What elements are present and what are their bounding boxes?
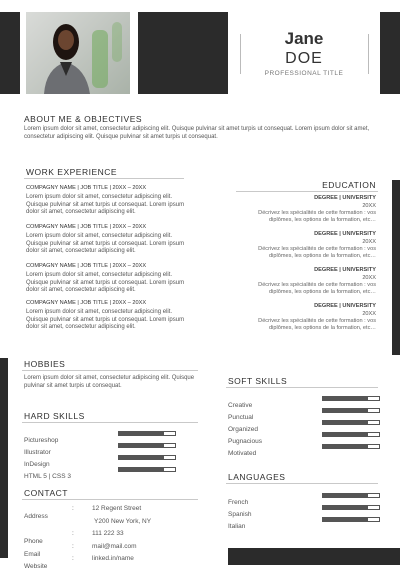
language-bar bbox=[322, 493, 380, 498]
skill-row bbox=[228, 406, 384, 421]
skill-row bbox=[228, 394, 384, 409]
contact-value: linked.in/name bbox=[92, 555, 134, 562]
education-desc: Décrivez les spécialités de cette formation : vos diplômes, les options de la formation, etc… bbox=[258, 318, 376, 331]
skill-label: Punctual bbox=[228, 414, 254, 421]
work-title: WORK EXPERIENCE bbox=[26, 167, 118, 177]
skill-row bbox=[24, 453, 184, 468]
skill-label: Illustrator bbox=[24, 449, 51, 456]
skill-bar-fill bbox=[119, 468, 164, 471]
about-text: Lorem ipsum dolor sit amet, consectetur adipiscing elit. Quisque pulvinar sit amet turpis ut consequat. Lorem ipsum dolor sit amet, consectetur adipiscing elit. Quisque pulvinar sit amet turpis ut consequat. bbox=[24, 126, 370, 140]
language-bar bbox=[322, 517, 380, 522]
job-entry bbox=[26, 185, 188, 217]
soft-skills-rule bbox=[226, 387, 378, 388]
hobbies-text: Lorem ipsum dolor sit amet, consectetur adipiscing elit. Quisque pulvinar sit amet turpis ut consequat. bbox=[24, 375, 195, 389]
contact-colon: : bbox=[72, 542, 74, 550]
job-head: COMPAGNY NAME | JOB TITLE | 20XX – 20XX bbox=[26, 224, 147, 230]
decor-strip-right bbox=[392, 180, 400, 355]
skill-row bbox=[24, 429, 184, 444]
skill-bar-fill bbox=[119, 456, 164, 459]
job-text: Lorem ipsum dolor sit amet, consectetur adipiscing elit. Quisque pulvinar sit amet turpis ut consequat. Lorem ipsum dolor sit amet, consectetur adipiscing elit. bbox=[26, 272, 185, 294]
skill-bar bbox=[322, 444, 380, 449]
contact-value: 111 222 33 bbox=[92, 530, 124, 537]
language-row bbox=[228, 503, 384, 518]
about-title: ABOUT ME & OBJECTIVES bbox=[24, 114, 143, 124]
skill-bar-fill bbox=[119, 432, 164, 435]
skill-row bbox=[228, 430, 384, 445]
contact-label: Website bbox=[24, 563, 48, 570]
name-divider-right bbox=[368, 34, 369, 74]
name-divider-left bbox=[240, 34, 241, 74]
contact-value: Y200 New York, NY bbox=[94, 517, 152, 525]
language-label: French bbox=[228, 499, 249, 506]
language-bar-fill bbox=[323, 494, 368, 497]
skill-bar-fill bbox=[323, 409, 368, 412]
contact-label: Email bbox=[24, 550, 41, 558]
contact-title: CONTACT bbox=[24, 488, 68, 498]
education-year: 20XX bbox=[362, 311, 376, 317]
contact-label: Address bbox=[24, 513, 48, 520]
skill-row bbox=[24, 465, 184, 480]
skill-bar bbox=[118, 443, 176, 448]
skill-row bbox=[228, 442, 384, 457]
skill-bar bbox=[118, 455, 176, 460]
education-year: 20XX bbox=[362, 239, 376, 245]
skill-bar-fill bbox=[323, 421, 368, 424]
education-year: 20XX bbox=[362, 203, 376, 209]
hard-skills-title: HARD SKILLS bbox=[24, 411, 85, 421]
languages-rule bbox=[226, 483, 378, 484]
work-rule bbox=[24, 178, 184, 179]
education-year: 20XX bbox=[362, 275, 376, 281]
language-bar-fill bbox=[323, 518, 368, 521]
education-entry bbox=[236, 267, 376, 296]
skill-label: Pictureshop bbox=[24, 437, 59, 444]
job-text: Lorem ipsum dolor sit amet, consectetur adipiscing elit. Quisque pulvinar sit amet turpis ut consequat. Lorem ipsum dolor sit amet, consectetur adipiscing elit. bbox=[26, 309, 185, 331]
profile-photo bbox=[26, 12, 130, 94]
language-row bbox=[228, 491, 384, 506]
job-entry bbox=[26, 300, 188, 332]
hard-skills-rule bbox=[22, 422, 198, 423]
decor-strip-left bbox=[0, 358, 8, 558]
education-head: DEGREE | UNIVERSITY bbox=[314, 303, 376, 309]
contact-row bbox=[24, 530, 200, 543]
language-bar-fill bbox=[323, 506, 368, 509]
hard-skills-list bbox=[24, 429, 184, 480]
skill-label: Pugnacious bbox=[228, 438, 262, 445]
skill-bar bbox=[322, 408, 380, 413]
education-rule bbox=[236, 191, 378, 192]
skill-label: Motivated bbox=[228, 450, 257, 457]
skill-label: InDesign bbox=[24, 461, 50, 468]
skill-bar bbox=[322, 420, 380, 425]
education-head: DEGREE | UNIVERSITY bbox=[314, 195, 376, 201]
last-name: DOE bbox=[285, 50, 323, 67]
professional-title: PROFESSIONAL TITLE bbox=[264, 70, 344, 77]
skill-bar bbox=[118, 467, 176, 472]
decor-block-top-right bbox=[380, 12, 400, 94]
language-bar bbox=[322, 505, 380, 510]
skill-row bbox=[228, 418, 384, 433]
skill-bar-fill bbox=[323, 433, 368, 436]
education-desc: Décrivez les spécialités de cette formation : vos diplômes, les options de la formation, etc… bbox=[258, 210, 376, 223]
decor-block-top-middle bbox=[138, 12, 228, 94]
job-entry bbox=[26, 224, 188, 256]
contact-list bbox=[24, 505, 200, 568]
skill-bar-fill bbox=[323, 445, 368, 448]
skill-row bbox=[24, 441, 184, 456]
hobbies-rule bbox=[22, 370, 198, 371]
contact-row bbox=[24, 505, 200, 518]
decor-block-bottom-right bbox=[228, 548, 400, 565]
languages-list bbox=[228, 491, 384, 530]
contact-value: mail@mail.com bbox=[92, 542, 137, 550]
education-head: DEGREE | UNIVERSITY bbox=[314, 231, 376, 237]
job-head: COMPAGNY NAME | JOB TITLE | 20XX – 20XX bbox=[26, 263, 147, 269]
job-head: COMPAGNY NAME | JOB TITLE | 20XX – 20XX bbox=[26, 185, 147, 191]
education-entry bbox=[236, 303, 376, 332]
education-desc: Décrivez les spécialités de cette formation : vos diplômes, les options de la formation, etc… bbox=[258, 246, 376, 259]
contact-row bbox=[24, 518, 200, 531]
contact-row bbox=[24, 543, 200, 556]
skill-label: HTML 5 | CSS 3 bbox=[24, 473, 71, 480]
job-text: Lorem ipsum dolor sit amet, consectetur adipiscing elit. Quisque pulvinar sit amet turpis ut consequat. Lorem ipsum dolor sit amet, consectetur adipiscing elit. bbox=[26, 194, 185, 216]
contact-label: Phone bbox=[24, 538, 43, 545]
contact-colon: : bbox=[72, 555, 74, 562]
first-name: Jane bbox=[284, 29, 324, 48]
contact-colon: : bbox=[72, 530, 74, 537]
job-entry bbox=[26, 263, 188, 295]
education-desc: Décrivez les spécialités de cette formation : vos diplômes, les options de la formation, etc… bbox=[258, 282, 376, 295]
education-entry bbox=[236, 231, 376, 260]
languages-title: LANGUAGES bbox=[228, 472, 286, 482]
contact-row bbox=[24, 555, 200, 568]
skill-bar-fill bbox=[323, 397, 368, 400]
skill-label: Creative bbox=[228, 402, 253, 409]
language-row bbox=[228, 515, 384, 530]
decor-block-top-left bbox=[0, 12, 20, 94]
soft-skills-title: SOFT SKILLS bbox=[228, 376, 288, 386]
education-title: EDUCATION bbox=[322, 180, 376, 190]
job-head: COMPAGNY NAME | JOB TITLE | 20XX – 20XX bbox=[26, 300, 147, 306]
skill-bar-fill bbox=[119, 444, 164, 447]
job-text: Lorem ipsum dolor sit amet, consectetur adipiscing elit. Quisque pulvinar sit amet turpis ut consequat. Lorem ipsum dolor sit amet, consectetur adipiscing elit. bbox=[26, 233, 185, 255]
contact-colon: : bbox=[72, 505, 74, 512]
soft-skills-list bbox=[228, 394, 384, 457]
language-label: Italian bbox=[228, 523, 246, 530]
education-head: DEGREE | UNIVERSITY bbox=[314, 267, 376, 273]
education-entry bbox=[236, 195, 376, 224]
language-label: Spanish bbox=[228, 511, 252, 518]
skill-bar bbox=[322, 432, 380, 437]
contact-rule bbox=[22, 499, 198, 500]
contact-value: 12 Regent Street bbox=[92, 505, 142, 512]
skill-label: Organized bbox=[228, 426, 258, 433]
skill-bar bbox=[118, 431, 176, 436]
hobbies-title: HOBBIES bbox=[24, 359, 66, 369]
skill-bar bbox=[322, 396, 380, 401]
